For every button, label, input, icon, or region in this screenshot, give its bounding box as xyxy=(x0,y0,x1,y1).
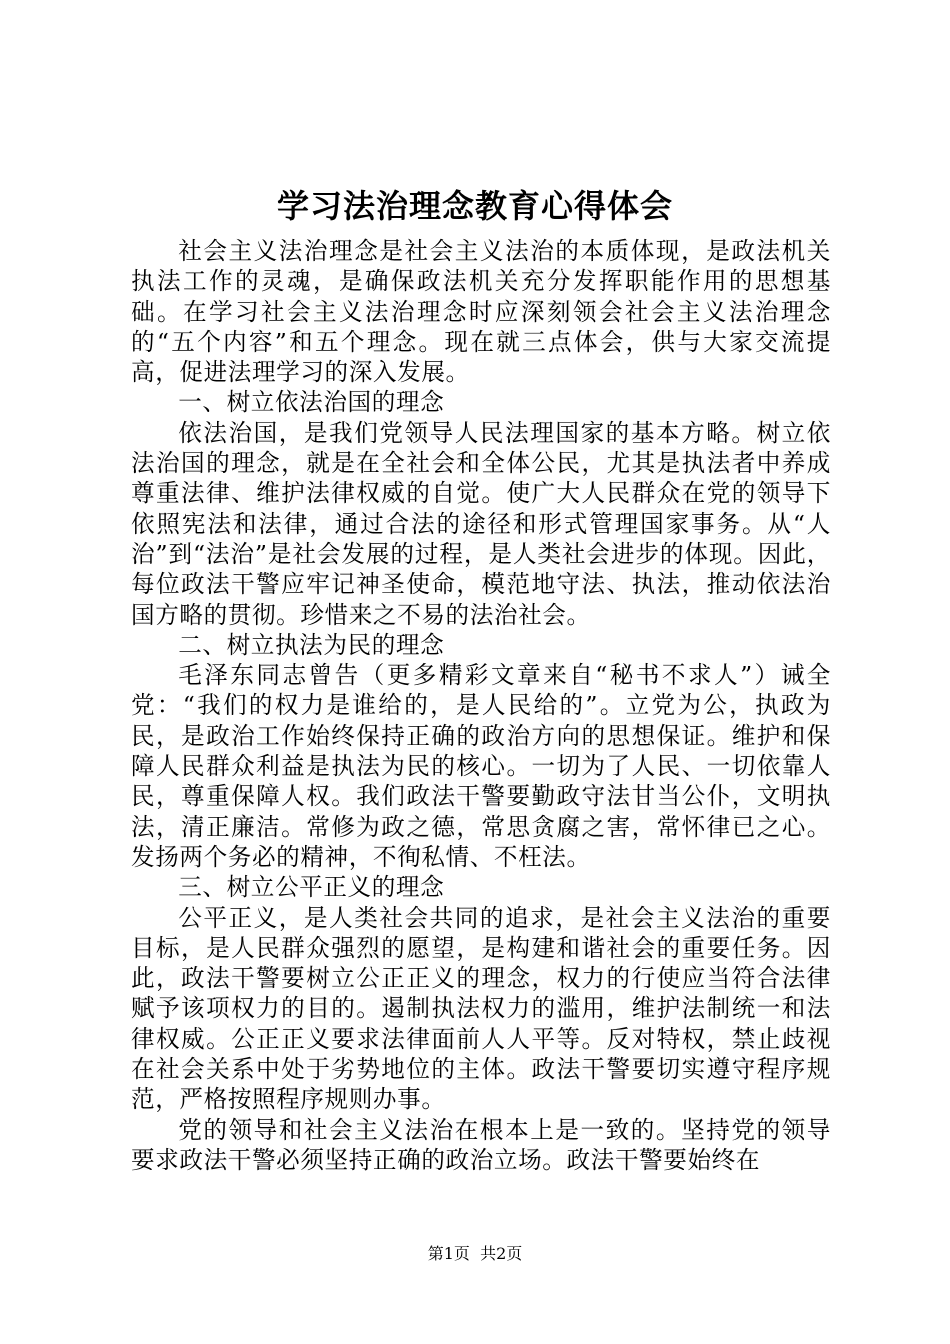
closing-paragraph: 党的领导和社会主义法治在根本上是一致的。坚持党的领导要求政法干警必须坚持正确的政治立场。政法干警要始终在 xyxy=(131,1115,831,1174)
page-footer xyxy=(0,1242,950,1266)
section-heading-3: 三、树立公平正义的理念 xyxy=(178,873,445,902)
section-paragraph-1: 依法治国，是我们党领导人民法理国家的基本方略。树立依法治国的理念，就是在全社会和全体公民，尤其是执法者中养成尊重法律、维护法律权威的自觉。使广大人民群众在党的领导下依照宪法和法律，通过合法的途径和形式管理国家事务。从“人治”到“法治”是社会发展的过程，是人类社会进步的体现。因此，每位政法干警应牢记神圣使命，模范地守法、执法，推动依法治国方略的贯彻。珍惜来之不易的法治社会。 xyxy=(131,418,831,629)
page-number: 第1页 xyxy=(427,1244,470,1263)
section-paragraph-2: 毛泽东同志曾告（更多精彩文章来自“秘书不求人”）诫全党：“我们的权力是谁给的，是人民给的”。立党为公，执政为民，是政治工作始终保持正确的政治方向的思想保证。维护和保障人民群众利益是执法为民的核心。一切为了人民、一切依靠人民，尊重保障人权。我们政法干警要勤政守法甘当公仆，文明执法，清正廉洁。常修为政之德，常思贪腐之害，常怀律已之心。发扬两个务必的精神，不徇私情、不枉法。 xyxy=(131,661,831,871)
page-total: 共2页 xyxy=(480,1244,523,1263)
section-heading-1: 一、树立依法治国的理念 xyxy=(178,388,445,417)
document-body xyxy=(131,236,831,1175)
section-paragraph-3: 公平正义，是人类社会共同的追求，是社会主义法治的重要目标，是人民群众强烈的愿望，是构建和谐社会的重要任务。因此，政法干警要树立公正正义的理念，权力的行使应当符合法律赋予该项权力的目的。遏制执法权力的滥用，维护法制统一和法律权威。公正正义要求法律面前人人平等。反对特权，禁止歧视在社会关系中处于劣势地位的主体。政法干警要切实遵守程序规范，严格按照程序规则办事。 xyxy=(131,903,831,1114)
document-title: 学习法治理念教育心得体会 xyxy=(276,187,673,225)
intro-paragraph: 社会主义法治理念是社会主义法治的本质体现，是政法机关执法工作的灵魂，是确保政法机关充分发挥职能作用的思想基础。在学习社会主义法治理念时应深刻领会社会主义法治理念的“五个内容”和五个理念。现在就三点体会，供与大家交流提高，促进法理学习的深入发展。 xyxy=(131,237,831,387)
section-heading-2: 二、树立执法为民的理念 xyxy=(178,630,445,659)
